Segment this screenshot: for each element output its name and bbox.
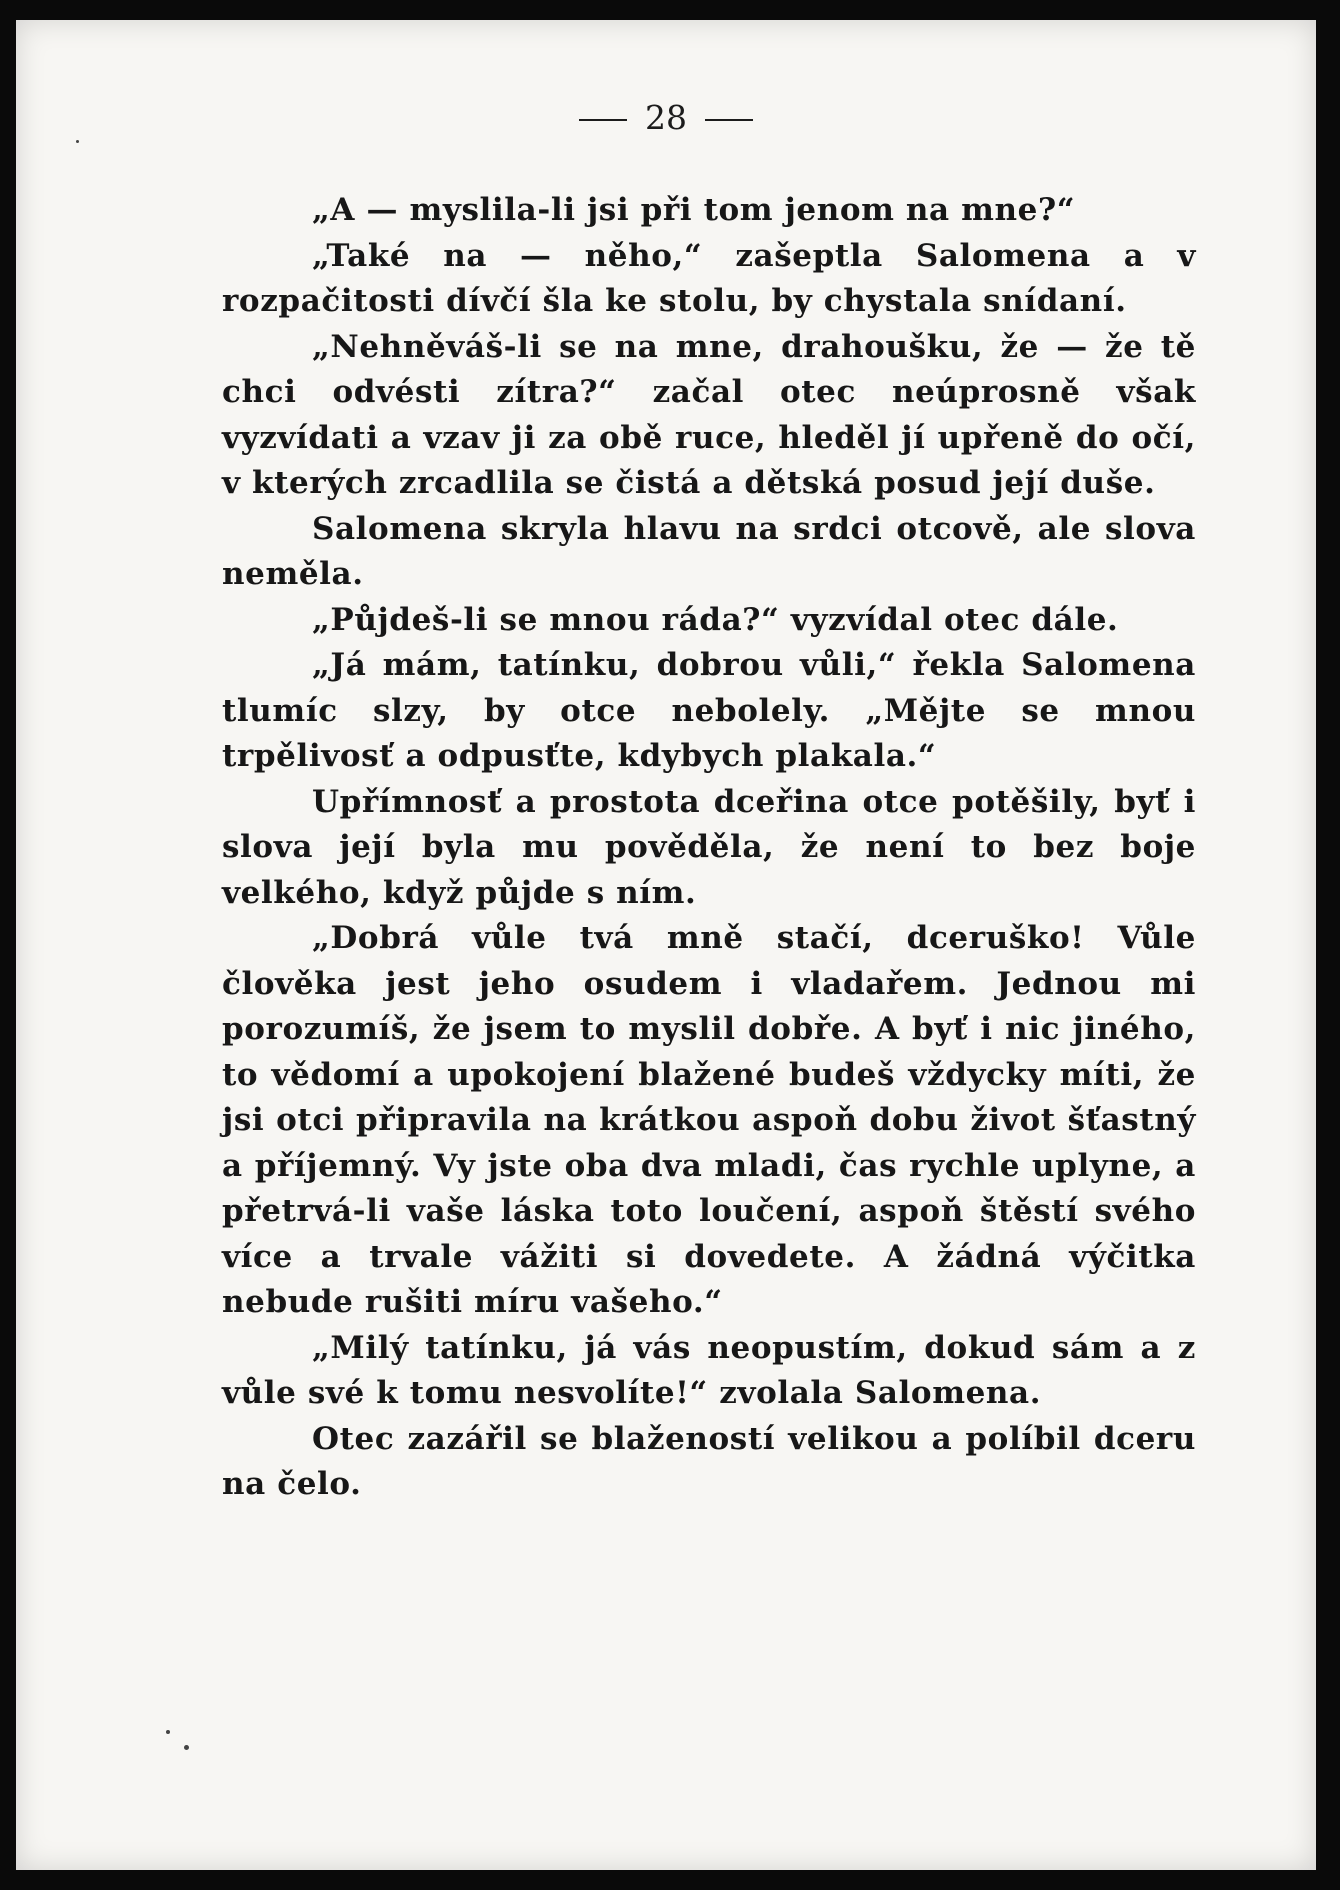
paragraph: „Také na — něho,“ zašeptla Salomena a v rozpačitosti dívčí šla ke stolu, by chystala snídaní.: [222, 237, 1196, 319]
paper-speck: [166, 1730, 170, 1734]
paper-speck: [76, 140, 79, 143]
paragraph: Otec zazářil se blažeností velikou a políbil dceru na čelo.: [222, 1420, 1196, 1502]
book-page: [16, 20, 1316, 1870]
paragraph: „Dobrá vůle tvá mně stačí, dceruško! Vůle člověka jest jeho osudem i vladařem. Jednou mi porozumíš, že jsem to myslil dobře. A byť i nic jiného, to vědomí a upokojení blažené budeš vždycky míti, že jsi otci připravila na krátkou aspoň dobu život šťastný a příjemný. Vy jste oba dva mladi, čas rychle uplyne, a přetrvá-li vaše láska toto loučení, aspoň štěstí svého více a trvale vážiti si dovedete. A žádná výčitka nebude rušiti míru vašeho.“: [222, 920, 1196, 1320]
paragraph: „Nehněváš-li se na mne, drahoušku, že — že tě chci odvésti zítra?“ začal otec neúprosně však vyzvídati a vzav ji za obě ruce, hleděl jí upřeně do očí, v kterých zrcadlila se čistá a dětská posud její duše.: [222, 328, 1196, 501]
folio-dash-right: [705, 119, 753, 121]
body-text: [222, 188, 1196, 1508]
folio-dash-left: [579, 119, 627, 121]
paragraph: Upřímnosť a prostota dceřina otce potěšily, byť i slova její byla mu pověděla, že není to bez boje velkého, když půjde s ním.: [222, 783, 1196, 911]
paragraph: „Já mám, tatínku, dobrou vůli,“ řekla Salomena tlumíc slzy, by otce nebolely. „Mějte se mnou trpělivosť a odpusťte, kdybych plakala.“: [222, 647, 1196, 774]
paragraph: „Půjdeš-li se mnou ráda?“ vyzvídal otec dále.: [312, 601, 1119, 638]
paragraph: „Milý tatínku, já vás neopustím, dokud sám a z vůle své k tomu nesvolíte!“ zvolala Salomena.: [222, 1329, 1196, 1411]
paragraph: „A — myslila-li jsi při tom jenom na mne?“: [312, 192, 1076, 228]
page-number-text: 28: [645, 98, 687, 137]
paragraph: Salomena skryla hlavu na srdci otcově, ale slova neměla.: [222, 510, 1196, 592]
paper-speck: [184, 1745, 189, 1750]
page-number: [16, 98, 1316, 137]
